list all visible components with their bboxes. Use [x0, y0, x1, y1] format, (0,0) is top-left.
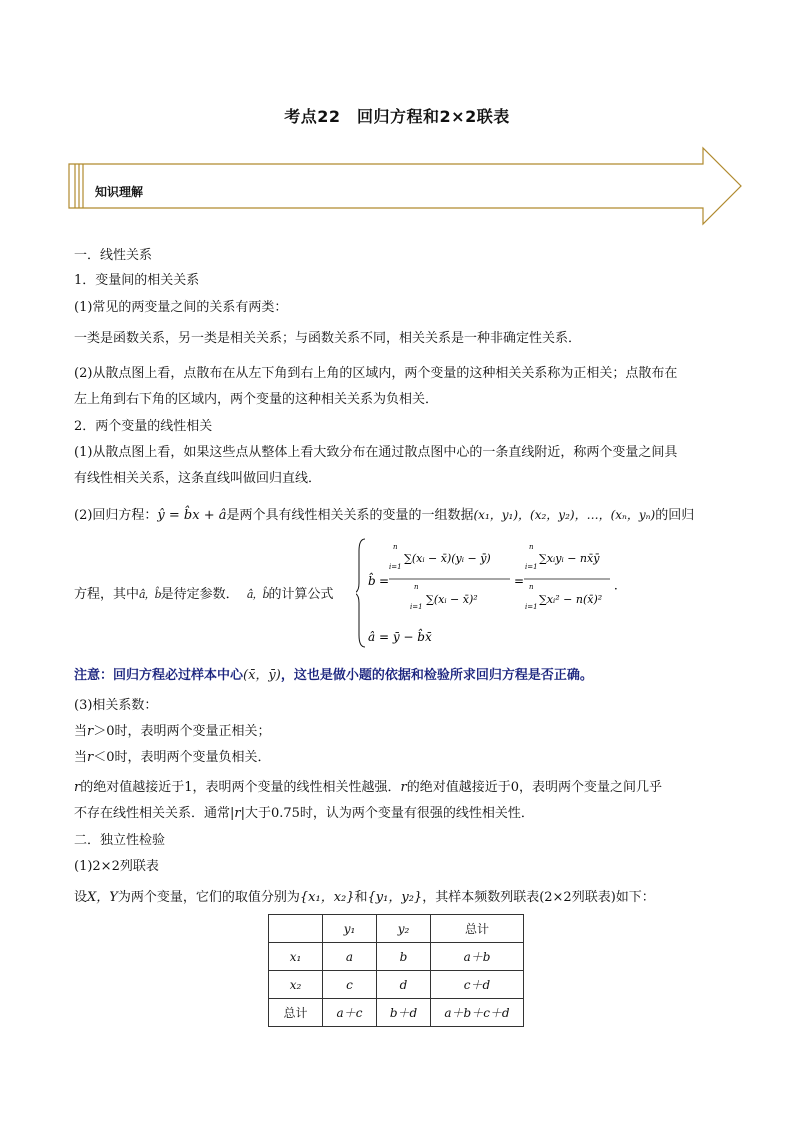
table-header-row — [269, 915, 524, 943]
text-span: 是待定参数． — [160, 587, 239, 602]
text-line: 一类是函数关系，另一类是相关关系；与函数关系不同，相关关系是一种非确定性关系． — [74, 331, 582, 346]
a-hat-formula: â = ȳ − b̂x̄ — [368, 630, 432, 644]
banner-label: 知识理解 — [95, 185, 144, 199]
r-symbol: r — [87, 750, 94, 765]
text-span: 当 — [74, 750, 88, 765]
table-cell: c＋d — [431, 971, 524, 999]
table-row — [269, 999, 524, 1027]
table-cell: b＋d — [377, 999, 431, 1027]
text-span: 当 — [74, 724, 88, 739]
sum-upper: n — [529, 583, 534, 591]
sum-upper: n — [393, 543, 398, 551]
text-span: 的计算公式 — [268, 587, 334, 602]
table-cell — [269, 915, 323, 943]
r-symbol: r — [400, 780, 407, 795]
regression-line — [74, 506, 734, 525]
table-cell: y₂ — [377, 915, 431, 943]
table-cell: x₂ — [269, 971, 323, 999]
variables: X，Y — [87, 890, 118, 905]
sum-lower: i=1 — [525, 603, 538, 611]
sum-upper: n — [414, 583, 419, 591]
text-span: 的绝对值越接近于0，表明两个变量之间几乎 — [406, 780, 662, 795]
text-line: (1)常见的两变量之间的关系有两类： — [74, 300, 288, 315]
text-line: (1)2×2列联表 — [74, 859, 159, 874]
text-span: ，其样本频数列联表(2×2列联表)如下： — [422, 890, 655, 905]
text-line: 左上角到右下角的区域内，两个变量的这种相关关系为负相关． — [74, 392, 439, 407]
sum-lower: i=1 — [410, 603, 423, 611]
table-cell: a＋b＋c＋d — [431, 999, 524, 1027]
param-ab-2: â，b̂ — [246, 588, 269, 601]
section-heading-2: 二．独立性检验 — [74, 833, 166, 848]
text-line: (2)从散点图上看，点散布在从左下角到右上角的区域内，两个变量的这种相关关系称为正相关；点散布在 — [74, 366, 678, 381]
text-line — [74, 779, 734, 797]
b-hat-symbol: b̂ — [368, 574, 376, 588]
denominator-2: ∑xᵢ² − n(x̄)² — [539, 593, 603, 606]
contingency-table — [268, 914, 524, 1027]
text-span: 的回归 — [655, 508, 695, 523]
text-line — [74, 749, 734, 767]
data-points: (x₁，y₁)，(x₂，y₂)，…，(xₙ，yₙ) — [473, 508, 656, 522]
subheading-1: 1．变量间的相关关系 — [74, 273, 200, 288]
text-span: 设 — [74, 890, 88, 905]
equals-sign: = — [379, 574, 390, 588]
param-ab: â，b̂ — [139, 588, 161, 601]
note-text: 注意：回归方程必过样本中心 — [74, 668, 244, 683]
text-line — [74, 805, 734, 823]
text-span: 不存在线性相关关系．通常| — [74, 806, 235, 821]
regression-formula — [356, 537, 656, 649]
table-cell: d — [377, 971, 431, 999]
sample-center: (x̄，ȳ) — [243, 668, 281, 683]
text-span: 为两个变量，它们的取值分别为 — [117, 890, 300, 905]
table-cell: c — [323, 971, 377, 999]
table-cell: a＋c — [323, 999, 377, 1027]
table-cell: a＋b — [431, 943, 524, 971]
subheading-2: 2．两个变量的线性相关 — [74, 419, 213, 434]
text-line: 有线性相关关系，这条直线叫做回归直线． — [74, 471, 322, 486]
table-cell: 总计 — [269, 999, 323, 1027]
numerator-1: ∑(xᵢ − x̄)(yᵢ − ȳ) — [404, 552, 491, 565]
text-span: 的绝对值越接近于1，表明两个变量的线性相关性越强． — [80, 780, 401, 795]
denominator-1: ∑(xᵢ − x̄)² — [426, 593, 478, 606]
section-heading-1: 一．线性关系 — [74, 248, 153, 263]
page-title: 考点22 回归方程和2×2联表 — [284, 107, 510, 126]
sum-lower: i=1 — [525, 563, 538, 571]
text-span: |大于0.75时，认为两个变量有很强的线性相关性． — [240, 806, 534, 821]
note-line — [74, 667, 734, 685]
period: ． — [614, 578, 627, 592]
table-cell: a — [323, 943, 377, 971]
y-values: {y₁，y₂} — [367, 890, 423, 905]
r-symbol: r — [234, 806, 241, 821]
text-span: (2)回归方程： — [74, 508, 158, 523]
x-values: {x₁，x₂} — [299, 890, 355, 905]
text-line: (3)相关系数： — [74, 698, 158, 713]
text-line — [74, 723, 734, 741]
table-row — [269, 943, 524, 971]
equals-sign: = — [514, 574, 525, 588]
table-cell: b — [377, 943, 431, 971]
section-banner-arrow — [65, 146, 745, 226]
r-symbol: r — [87, 724, 94, 739]
table-cell: x₁ — [269, 943, 323, 971]
r-symbol: r — [74, 780, 81, 795]
text-span: 和 — [354, 890, 368, 905]
text-span: 是两个具有线性相关关系的变量的一组数据 — [226, 508, 474, 523]
text-span: ＜0时，表明两个变量负相关． — [93, 750, 271, 765]
sum-lower: i=1 — [389, 563, 402, 571]
text-line: (1)从散点图上看，如果这些点从整体上看大致分布在通过散点图中心的一条直线附近，称两个变量之间具 — [74, 445, 678, 460]
numerator-2: ∑xᵢyᵢ − nx̄ȳ — [539, 552, 600, 565]
regression-equation: ŷ = b̂x + â — [157, 508, 227, 523]
table-cell: 总计 — [431, 915, 524, 943]
table-cell: y₁ — [323, 915, 377, 943]
text-line — [74, 889, 734, 907]
table-row — [269, 971, 524, 999]
text-span: ＞0时，表明两个变量正相关； — [93, 724, 271, 739]
sum-upper: n — [529, 543, 534, 551]
text-span: 方程，其中 — [74, 587, 140, 602]
note-text: ，这也是做小题的依据和检验所求回归方程是否正确。 — [280, 668, 593, 683]
